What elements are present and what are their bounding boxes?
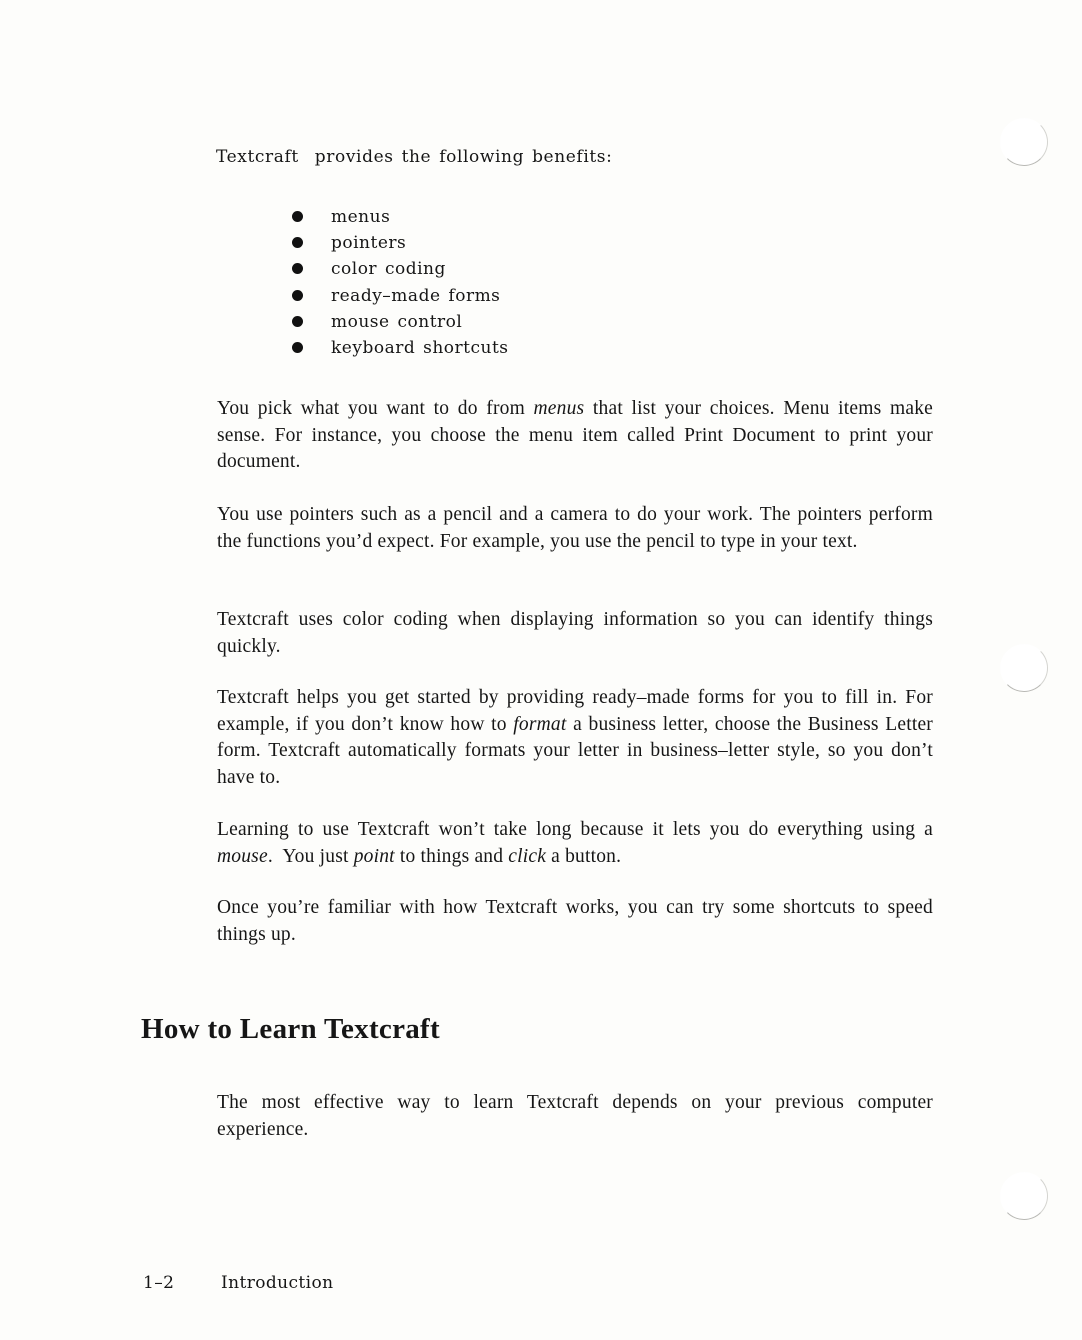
list-item: color coding — [290, 256, 509, 282]
benefits-intro: Textcraft provides the following benefits: — [216, 147, 613, 167]
paragraph-menus: You pick what you want to do from menus that list your choices. Menu items make sense. For instance, you choose the menu item called Print Document to print your document. — [217, 398, 933, 472]
bullet-icon — [292, 211, 303, 222]
emphasis-format: format — [513, 713, 567, 735]
punch-hole-middle — [1000, 644, 1048, 692]
section-body: The most effective way to learn Textcraft depends on your previous computer experience. — [217, 1092, 933, 1140]
footer-chapter-title: Introduction — [221, 1273, 334, 1293]
punch-hole-bottom — [1000, 1172, 1048, 1220]
emphasis-click: click — [508, 845, 547, 867]
bullet-icon — [292, 290, 303, 301]
bullet-icon — [292, 316, 303, 327]
bullet-icon — [292, 263, 303, 274]
list-item: ready–made forms — [290, 283, 509, 309]
emphasis-menus: menus — [533, 398, 585, 419]
paragraph-shortcuts: Once you’re familiar with how Textcraft works, you can try some shortcuts to speed things up. — [217, 897, 933, 945]
emphasis-point: point — [353, 845, 395, 867]
list-item: keyboard shortcuts — [290, 335, 509, 361]
benefits-list — [290, 204, 509, 361]
paragraph-forms: Textcraft helps you get started by providing ready–made forms for you to fill in. For example, if you don’t know how to format a business letter, choose the Business Letter form. Textcraft automatically formats your letter in business–letter style, so you don’t have to. — [217, 687, 933, 788]
list-item: mouse control — [290, 309, 509, 335]
emphasis-mouse: mouse — [217, 845, 268, 867]
bullet-icon — [292, 237, 303, 248]
paragraph-color-coding: Textcraft uses color coding when displaying information so you can identify things quickly. — [217, 609, 933, 657]
punch-hole-top — [1000, 118, 1048, 166]
section-heading: How to Learn Textcraft — [141, 1013, 440, 1045]
list-item: menus — [290, 204, 509, 230]
bullet-icon — [292, 342, 303, 353]
paragraph-mouse: Learning to use Textcraft won’t take long because it lets you do everything using a mouse. You just point to things and click a button. — [217, 819, 933, 867]
footer-page-number: 1–2 — [143, 1273, 175, 1293]
paragraph-pointers: You use pointers such as a pencil and a camera to do your work. The pointers perform the functions you’d expect. For example, you use the pencil to type in your text. — [217, 504, 933, 552]
list-item: pointers — [290, 230, 509, 256]
